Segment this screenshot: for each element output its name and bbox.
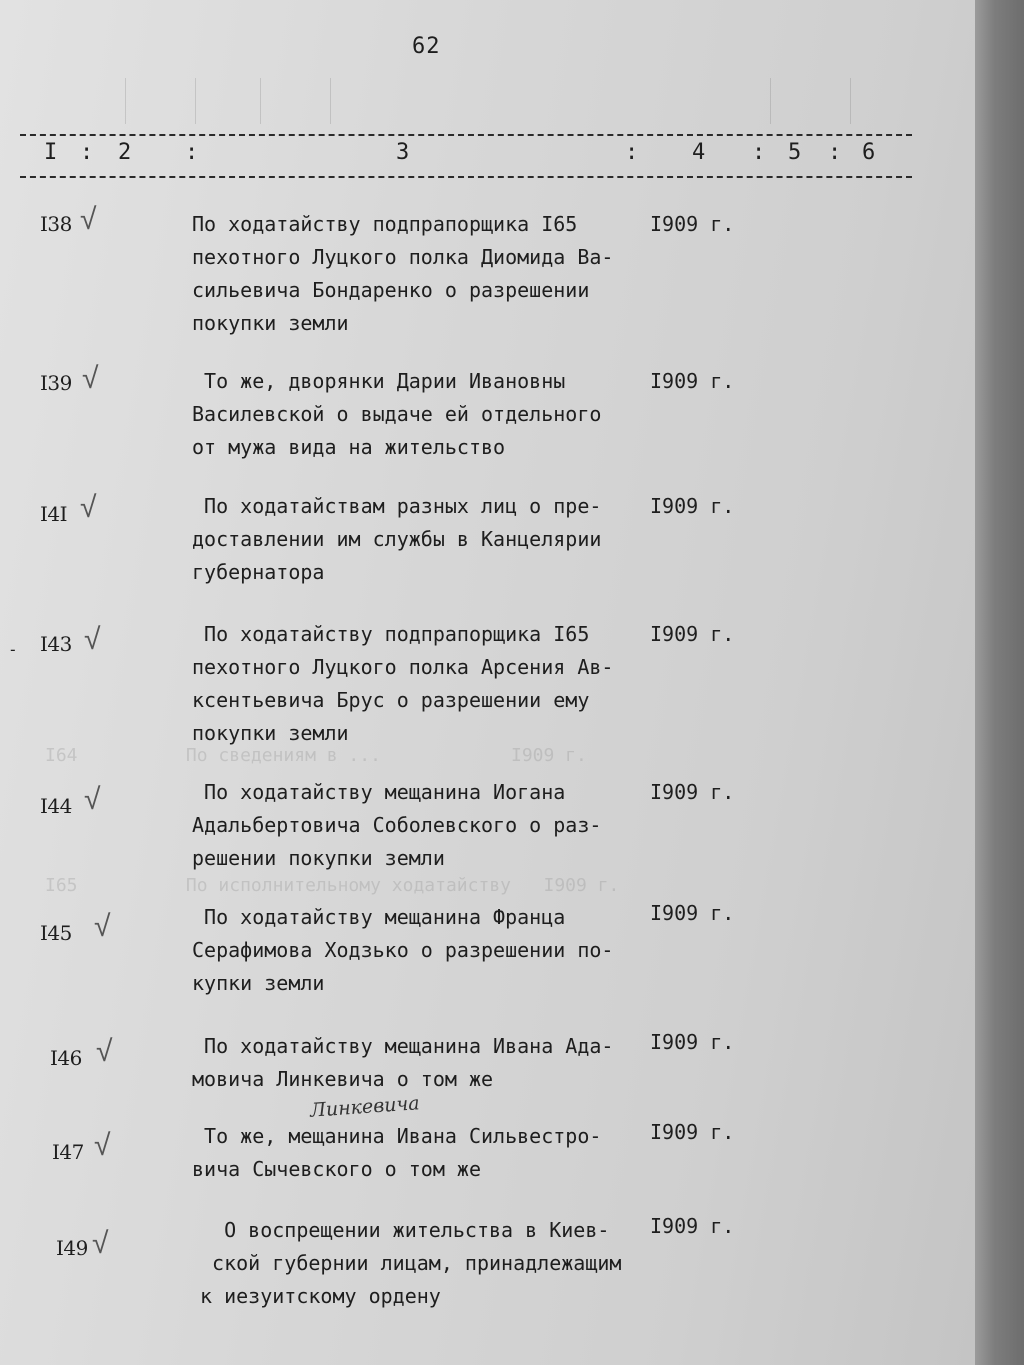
entry-year: I909 г. <box>650 212 735 236</box>
description-line: ксентьевича Брус о разрешении ему <box>192 688 590 712</box>
description-line: к иезуитскому ордену <box>200 1284 441 1308</box>
entry-year: I909 г. <box>650 1120 735 1144</box>
description-line: То же, мещанина Ивана Сильвестро- <box>192 1124 602 1148</box>
column-number: I <box>44 140 58 165</box>
bleed-through-text: I65 По исполнительному ходатайству I909 г. <box>45 875 620 896</box>
entry-description <box>192 365 662 464</box>
column-number: 2 <box>118 140 132 165</box>
entry-description <box>200 1214 670 1313</box>
entry-year: I909 г. <box>650 494 735 518</box>
description-line: По ходатайству мещанина Ивана Ада- <box>192 1034 614 1058</box>
check-mark-icon: √ <box>80 202 97 237</box>
entry-year: I909 г. <box>650 1030 735 1054</box>
margin-mark: - <box>8 640 18 659</box>
description-line: вича Сычевского о том же <box>192 1157 481 1181</box>
description-line: пехотного Луцкого полка Арсения Ав- <box>192 655 614 679</box>
description-line: купки земли <box>192 971 325 995</box>
description-line: По ходатайствам разных лиц о пре- <box>192 494 602 518</box>
entry-description <box>192 901 662 1000</box>
description-line: То же, дворянки Дарии Ивановны <box>192 369 566 393</box>
description-line: Василевской о выдаче ей отдельного <box>192 402 602 426</box>
check-mark-icon: √ <box>84 782 101 817</box>
column-number: 4 <box>692 140 706 165</box>
description-line: доставлении им службы в Канцелярии <box>192 527 602 551</box>
description-line: Серафимова Ходзько о разрешении по- <box>192 938 614 962</box>
column-number: 3 <box>396 140 410 165</box>
description-line: По ходатайству мещанина Иогана <box>192 780 566 804</box>
entry-description <box>192 490 662 589</box>
column-separator: : <box>185 140 199 165</box>
description-line: от мужа вида на жительство <box>192 435 506 459</box>
check-mark-icon: √ <box>84 622 101 657</box>
description-line: губернатора <box>192 560 325 584</box>
description-line: покупки земли <box>192 311 349 335</box>
description-line: По ходатайству подпрапорщика I65 <box>192 622 590 646</box>
entry-number: I45 <box>40 921 72 945</box>
description-line: Адальбертовича Соболевского о раз- <box>192 813 602 837</box>
entry-number: I4I <box>40 502 68 526</box>
description-line: сильевича Бондаренко о разрешении <box>192 278 590 302</box>
description-line: По ходатайству мещанина Франца <box>192 905 566 929</box>
entry-number: I49 <box>56 1236 88 1260</box>
column-separator: : <box>828 140 842 165</box>
description-line: ской губернии лицам, принадлежащим <box>200 1251 622 1275</box>
column-number: 6 <box>862 140 876 165</box>
check-mark-icon: √ <box>94 1128 111 1163</box>
description-line: мовича Линкевича о том же <box>192 1067 494 1091</box>
entry-year: I909 г. <box>650 780 735 804</box>
entry-description <box>192 208 662 340</box>
faded-header-grid <box>20 78 910 124</box>
entry-number: I39 <box>40 371 72 395</box>
page-number: 62 <box>412 34 441 59</box>
entry-number: I47 <box>52 1140 84 1164</box>
entry-description <box>192 1030 662 1096</box>
entry-description <box>192 1120 662 1186</box>
entry-year: I909 г. <box>650 901 735 925</box>
column-number: 5 <box>788 140 802 165</box>
check-mark-icon: √ <box>94 909 111 944</box>
column-separator: : <box>80 140 94 165</box>
check-mark-icon: √ <box>92 1226 109 1261</box>
entry-year: I909 г. <box>650 369 735 393</box>
description-line: решении покупки земли <box>192 846 445 870</box>
header-top-rule <box>20 134 912 136</box>
check-mark-icon: √ <box>96 1034 113 1069</box>
description-line: По ходатайству подпрапорщика I65 <box>192 212 578 236</box>
bleed-through-text: I64 По сведениям в ... I909 г. <box>45 745 587 766</box>
description-line: пехотного Луцкого полка Диомида Ва- <box>192 245 614 269</box>
description-line: О воспрещении жительства в Киев- <box>200 1218 610 1242</box>
entry-number: I43 <box>40 632 72 656</box>
handwritten-correction: Линкевича <box>309 1092 421 1122</box>
binding-edge <box>975 0 1024 1365</box>
entry-number: I46 <box>50 1046 82 1070</box>
entry-year: I909 г. <box>650 622 735 646</box>
check-mark-icon: √ <box>82 361 99 396</box>
column-separator: : <box>752 140 766 165</box>
entry-year: I909 г. <box>650 1214 735 1238</box>
check-mark-icon: √ <box>80 490 97 525</box>
column-separator: : <box>625 140 639 165</box>
entry-number: I38 <box>40 212 72 236</box>
header-bottom-rule <box>20 176 912 178</box>
entry-description <box>192 776 662 875</box>
entry-number: I44 <box>40 794 72 818</box>
description-line: покупки земли <box>192 721 349 745</box>
entry-description <box>192 618 662 750</box>
